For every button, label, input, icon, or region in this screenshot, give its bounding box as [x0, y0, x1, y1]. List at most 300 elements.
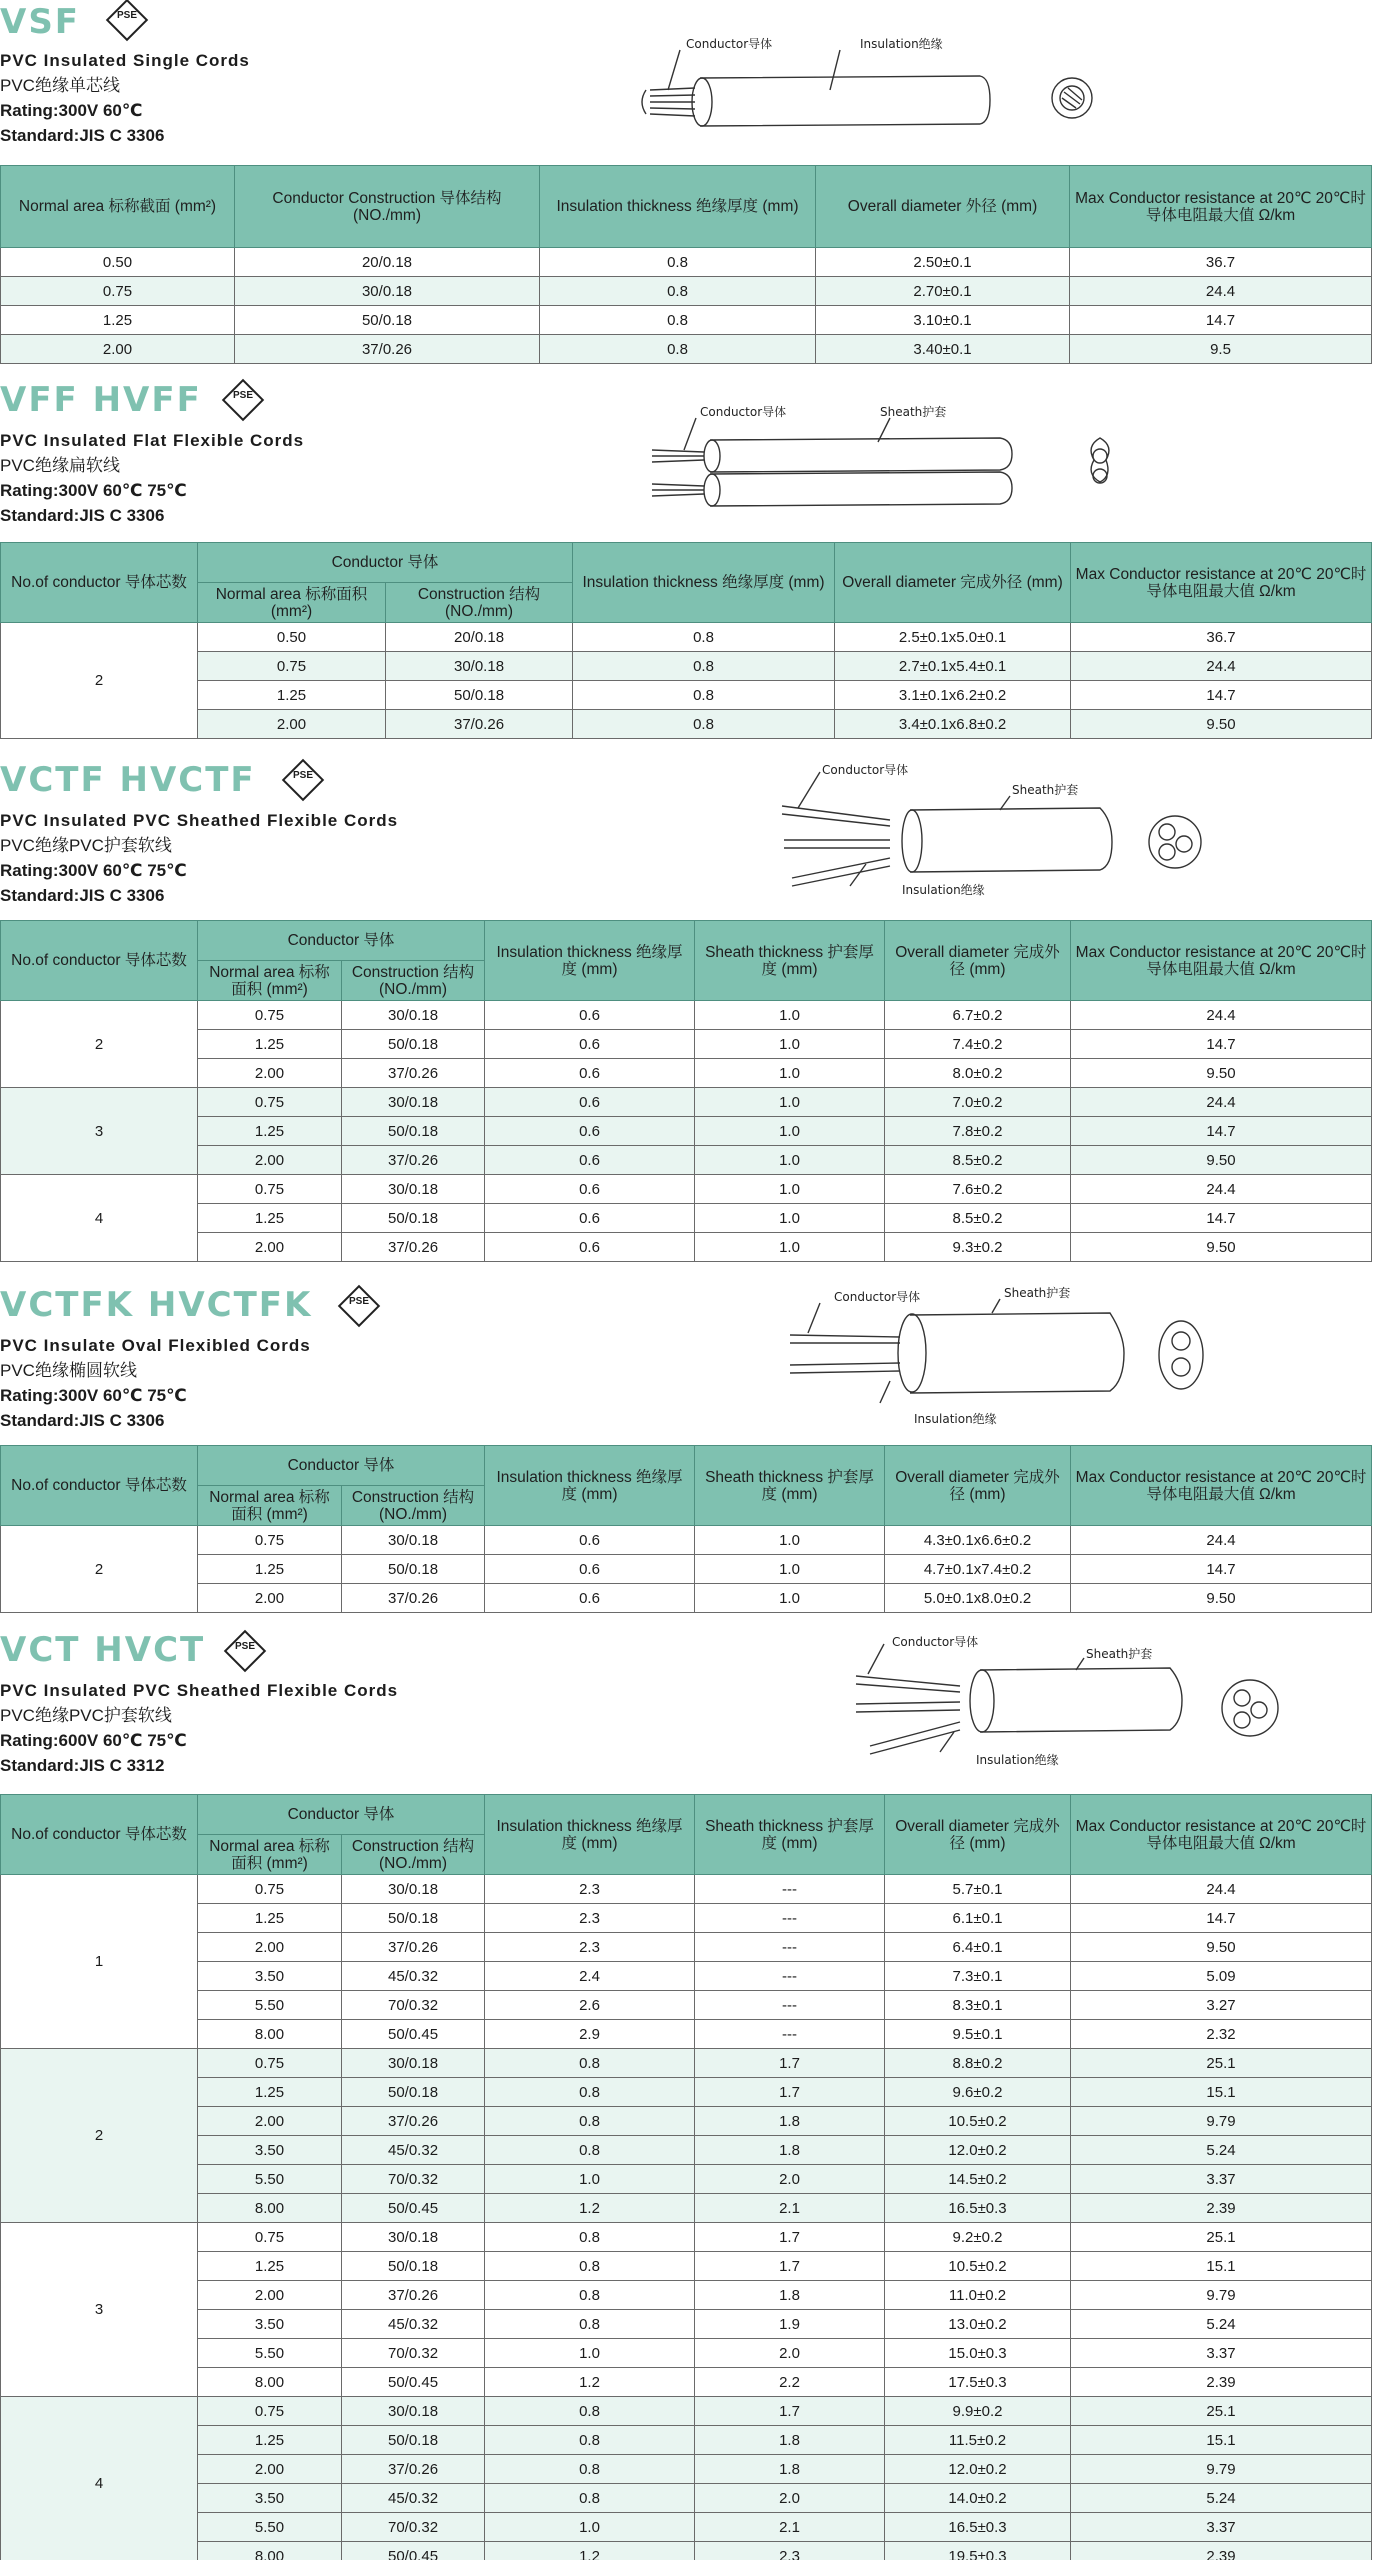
cell: 2.00 [198, 1933, 342, 1962]
diagram-label: Insulation绝缘 [902, 883, 985, 897]
cell: 13.0±0.2 [885, 2310, 1071, 2339]
column-header: Max Conductor resistance at 20℃ 20℃时导体电阻最大值 Ω/km [1071, 1795, 1372, 1875]
cable-diagram [770, 760, 1220, 900]
table-row [1, 1584, 1372, 1613]
cell: 5.50 [198, 1991, 342, 2020]
column-header: Sheath thickness 护套厚度 (mm) [695, 1446, 885, 1526]
column-header: Conductor 导体 [198, 1795, 485, 1835]
cell: 50/0.45 [342, 2194, 485, 2223]
diagram-label: Insulation绝缘 [914, 1412, 997, 1426]
rating: Rating:300V 60℃ [0, 101, 143, 120]
table-row [1, 1204, 1372, 1233]
cell: 2.0 [695, 2165, 885, 2194]
section-vff-hvff [0, 380, 1373, 740]
cell: 15.1 [1071, 2426, 1372, 2455]
section-vctf-hvctf [0, 760, 1373, 1260]
section-info [0, 808, 398, 908]
cell: 7.4±0.2 [885, 1030, 1071, 1059]
table-row [1, 1233, 1372, 1262]
cell: 9.6±0.2 [885, 2078, 1071, 2107]
cell: 14.5±0.2 [885, 2165, 1071, 2194]
cell: 50/0.18 [342, 1204, 485, 1233]
cell: 50/0.18 [342, 1555, 485, 1584]
cell: 50/0.45 [342, 2020, 485, 2049]
cell: 3.10±0.1 [816, 306, 1070, 335]
standard: Standard:JIS C 3306 [0, 506, 165, 525]
cell: 1.8 [695, 2136, 885, 2165]
cell: 45/0.32 [342, 1962, 485, 1991]
cell: 0.75 [198, 1175, 342, 1204]
cell: 1.0 [695, 1088, 885, 1117]
spec-table [0, 920, 1372, 1262]
cell: --- [695, 2020, 885, 2049]
cell: 0.8 [485, 2136, 695, 2165]
table-row [1, 2513, 1372, 2542]
cell: 0.8 [540, 306, 816, 335]
cell: 2.1 [695, 2513, 885, 2542]
cell: 1.0 [485, 2513, 695, 2542]
column-header: Conductor 导体 [198, 1446, 485, 1486]
spec-table [0, 542, 1372, 739]
cell: 0.50 [198, 623, 386, 652]
table-row [1, 2368, 1372, 2397]
table-row [1, 1991, 1372, 2020]
cell: 9.9±0.2 [885, 2397, 1071, 2426]
column-header: No.of conductor 导体芯数 [1, 1795, 198, 1875]
cell: 2.00 [198, 1584, 342, 1613]
cell: 15.1 [1071, 2078, 1372, 2107]
cell: 6.4±0.1 [885, 1933, 1071, 1962]
section-info [0, 1678, 398, 1778]
diagram-label: Conductor导体 [892, 1635, 979, 1649]
cell: 50/0.18 [235, 306, 540, 335]
cell: 25.1 [1071, 2223, 1372, 2252]
cell: 8.00 [198, 2542, 342, 2560]
column-header: No.of conductor 导体芯数 [1, 1446, 198, 1526]
section-info [0, 1333, 311, 1433]
column-header: Conductor 导体 [198, 543, 573, 583]
cell: 2.00 [198, 1146, 342, 1175]
cell: 0.8 [485, 2049, 695, 2078]
subtitle-en: PVC Insulated PVC Sheathed Flexible Cords [0, 811, 399, 830]
cell: 0.6 [485, 1555, 695, 1584]
cell: 1.0 [695, 1204, 885, 1233]
cell: 2.00 [198, 1059, 342, 1088]
cell: 16.5±0.3 [885, 2513, 1071, 2542]
cell: 37/0.26 [342, 1584, 485, 1613]
cell: 1.25 [198, 1204, 342, 1233]
cell: 9.79 [1071, 2107, 1372, 2136]
cell: 12.0±0.2 [885, 2455, 1071, 2484]
cell: 8.00 [198, 2020, 342, 2049]
cell: 0.8 [485, 2281, 695, 2310]
cell: 0.6 [485, 1204, 695, 1233]
core-count-cell: 4 [1, 1175, 198, 1262]
cell: 0.75 [198, 652, 386, 681]
table-row [1, 623, 1372, 652]
cell: 2.0 [695, 2484, 885, 2513]
cell: 3.50 [198, 2136, 342, 2165]
cell: 1.0 [695, 1030, 885, 1059]
cell: 1.9 [695, 2310, 885, 2339]
cell: 5.50 [198, 2165, 342, 2194]
cell: 50/0.18 [342, 1904, 485, 1933]
cell: 15.1 [1071, 2252, 1372, 2281]
cell: 1.0 [695, 1584, 885, 1613]
diagram-label: Sheath护套 [880, 405, 947, 419]
cell: 70/0.32 [342, 2513, 485, 2542]
table-row [1, 681, 1372, 710]
table-row [1, 2310, 1372, 2339]
column-header: Insulation thickness 绝缘厚度 (mm) [485, 921, 695, 1001]
table-row [1, 2542, 1372, 2560]
cell: 50/0.18 [342, 1117, 485, 1146]
cell: 2.32 [1071, 2020, 1372, 2049]
cell: 2.70±0.1 [816, 277, 1070, 306]
cell: 1.25 [198, 2252, 342, 2281]
diagram-label: Insulation绝缘 [976, 1753, 1059, 1767]
cell: 16.5±0.3 [885, 2194, 1071, 2223]
cell: 10.5±0.2 [885, 2252, 1071, 2281]
cell: 14.7 [1071, 1030, 1372, 1059]
diagram-label: Insulation绝缘 [860, 37, 943, 51]
cell: 1.2 [485, 2368, 695, 2397]
table-row [1, 1088, 1372, 1117]
cell: 1.0 [695, 1555, 885, 1584]
pse-mark-icon: PSE [282, 759, 324, 801]
table-row [1, 248, 1372, 277]
cell: 1.25 [198, 2426, 342, 2455]
cell: 7.3±0.1 [885, 1962, 1071, 1991]
cell: 24.4 [1071, 1001, 1372, 1030]
core-count-cell: 3 [1, 1088, 198, 1175]
table-row [1, 2484, 1372, 2513]
table-row [1, 2397, 1372, 2426]
table-row [1, 1526, 1372, 1555]
cell: 1.7 [695, 2078, 885, 2107]
cell: 0.8 [573, 652, 835, 681]
column-header: Normal area 标称面积 (mm²) [198, 1835, 342, 1875]
table-row [1, 2136, 1372, 2165]
cell: 9.50 [1071, 1146, 1372, 1175]
cell: 25.1 [1071, 2049, 1372, 2078]
spec-table [0, 165, 1372, 364]
cell: 1.0 [695, 1001, 885, 1030]
cell: 30/0.18 [342, 1001, 485, 1030]
cell: 0.8 [485, 2455, 695, 2484]
cell: 20/0.18 [386, 623, 573, 652]
column-header: Overall diameter 外径 (mm) [816, 166, 1070, 248]
cell: 37/0.26 [342, 2281, 485, 2310]
core-count-cell: 4 [1, 2397, 198, 2560]
table-row [1, 710, 1372, 739]
cell: 3.37 [1071, 2513, 1372, 2542]
cell: 45/0.32 [342, 2136, 485, 2165]
cell: 37/0.26 [235, 335, 540, 364]
cell: 9.50 [1071, 1233, 1372, 1262]
cell: 1.7 [695, 2397, 885, 2426]
rating: Rating:300V 60℃ 75℃ [0, 861, 187, 880]
cell: 37/0.26 [342, 1233, 485, 1262]
core-count-cell: 3 [1, 2223, 198, 2397]
column-header: Construction 结构 (NO./mm) [342, 961, 485, 1001]
cell: --- [695, 1904, 885, 1933]
cell: 2.00 [198, 1233, 342, 1262]
cell: 2.9 [485, 2020, 695, 2049]
core-count-cell: 2 [1, 1001, 198, 1088]
cell: 3.50 [198, 2484, 342, 2513]
subtitle-en: PVC Insulate Oval Flexibled Cords [0, 1336, 311, 1355]
subtitle-en: PVC Insulated PVC Sheathed Flexible Cords [0, 1681, 399, 1700]
column-header: Overall diameter 完成外径 (mm) [885, 1795, 1071, 1875]
cell: 37/0.26 [342, 2455, 485, 2484]
table-row [1, 1059, 1372, 1088]
cell: 20/0.18 [235, 248, 540, 277]
cell: 3.1±0.1x6.2±0.2 [835, 681, 1071, 710]
column-header: No.of conductor 导体芯数 [1, 921, 198, 1001]
cell: 2.4 [485, 1962, 695, 1991]
table-row [1, 277, 1372, 306]
cell: 25.1 [1071, 2397, 1372, 2426]
cell: 30/0.18 [342, 1526, 485, 1555]
rating: Rating:300V 60℃ 75℃ [0, 1386, 187, 1405]
cell: 2.50±0.1 [816, 248, 1070, 277]
cell: 2.2 [695, 2368, 885, 2397]
section-title: VCT HVCT [0, 1630, 206, 1670]
cell: 0.6 [485, 1088, 695, 1117]
cell: 9.50 [1071, 1059, 1372, 1088]
column-header: Insulation thickness 绝缘厚度 (mm) [573, 543, 835, 623]
table-row [1, 335, 1372, 364]
column-header: No.of conductor 导体芯数 [1, 543, 198, 623]
cell: 5.50 [198, 2513, 342, 2542]
diagram-label: Conductor导体 [834, 1290, 921, 1304]
cell: 2.39 [1071, 2194, 1372, 2223]
column-header: Sheath thickness 护套厚度 (mm) [695, 1795, 885, 1875]
cell: 5.0±0.1x8.0±0.2 [885, 1584, 1071, 1613]
section-title: VSF [0, 2, 81, 42]
cell: 19.5±0.3 [885, 2542, 1071, 2560]
cell: 1.25 [198, 1555, 342, 1584]
cell: 50/0.18 [342, 1030, 485, 1059]
cell: 8.5±0.2 [885, 1204, 1071, 1233]
cell: 70/0.32 [342, 1991, 485, 2020]
column-header: Insulation thickness 绝缘厚度 (mm) [540, 166, 816, 248]
cell: 30/0.18 [342, 2049, 485, 2078]
cell: 0.6 [485, 1175, 695, 1204]
cell: 4.7±0.1x7.4±0.2 [885, 1555, 1071, 1584]
cell: 1.25 [198, 1904, 342, 1933]
cell: 0.8 [573, 710, 835, 739]
cell: 2.0 [695, 2339, 885, 2368]
standard: Standard:JIS C 3306 [0, 886, 165, 905]
table-row [1, 1175, 1372, 1204]
cell: 0.8 [485, 2252, 695, 2281]
cell: 0.75 [198, 2223, 342, 2252]
column-header: Normal area 标称面积 (mm²) [198, 583, 386, 623]
cell: 7.8±0.2 [885, 1117, 1071, 1146]
table-row [1, 2252, 1372, 2281]
cell: 9.50 [1071, 1584, 1372, 1613]
cell: 24.4 [1071, 1526, 1372, 1555]
cell: 0.75 [198, 1001, 342, 1030]
cell: 3.50 [198, 2310, 342, 2339]
column-header: Overall diameter 完成外径 (mm) [885, 921, 1071, 1001]
cell: 2.00 [198, 2107, 342, 2136]
cell: 5.7±0.1 [885, 1875, 1071, 1904]
cell: 14.0±0.2 [885, 2484, 1071, 2513]
column-header: Max Conductor resistance at 20℃ 20℃时导体电阻最大值 Ω/km [1071, 1446, 1372, 1526]
table-row [1, 1030, 1372, 1059]
pse-mark-icon: PSE [106, 0, 148, 41]
table-row [1, 1962, 1372, 1991]
cell: 0.75 [198, 1526, 342, 1555]
cell: --- [695, 1933, 885, 1962]
cell: 8.00 [198, 2194, 342, 2223]
cell: 0.6 [485, 1117, 695, 1146]
cell: 7.6±0.2 [885, 1175, 1071, 1204]
cell: 6.7±0.2 [885, 1001, 1071, 1030]
cell: 2.3 [485, 1933, 695, 1962]
cable-diagram [780, 1285, 1220, 1435]
cell: 0.6 [485, 1001, 695, 1030]
cell: 3.27 [1071, 1991, 1372, 2020]
cell: 2.00 [198, 2455, 342, 2484]
cell: 14.7 [1071, 1555, 1372, 1584]
cell: 0.8 [540, 335, 816, 364]
cell: 3.40±0.1 [816, 335, 1070, 364]
cell: 30/0.18 [386, 652, 573, 681]
cell: 24.4 [1071, 1875, 1372, 1904]
cell: 2.5±0.1x5.0±0.1 [835, 623, 1071, 652]
table-row [1, 2281, 1372, 2310]
cell: 5.50 [198, 2339, 342, 2368]
cell: --- [695, 1962, 885, 1991]
cell: 0.8 [540, 277, 816, 306]
section-title: VCTFK HVCTFK [0, 1285, 313, 1325]
table-row [1, 1933, 1372, 1962]
column-header: Overall diameter 完成外径 (mm) [835, 543, 1071, 623]
cell: 1.0 [695, 1059, 885, 1088]
section-info [0, 48, 250, 148]
column-header: Insulation thickness 绝缘厚度 (mm) [485, 1446, 695, 1526]
cell: 50/0.18 [342, 2252, 485, 2281]
pse-mark-icon: PSE [224, 1630, 266, 1672]
table-row [1, 2194, 1372, 2223]
cell: 0.6 [485, 1584, 695, 1613]
core-count-cell: 2 [1, 623, 198, 739]
subtitle-cn: PVC绝缘椭圆软线 [0, 1361, 137, 1380]
cell: --- [695, 1875, 885, 1904]
cell: 3.50 [198, 1962, 342, 1991]
cell: 2.3 [695, 2542, 885, 2560]
subtitle-en: PVC Insulated Single Cords [0, 51, 250, 70]
subtitle-cn: PVC绝缘扁软线 [0, 456, 120, 475]
diagram-label: Sheath护套 [1086, 1647, 1153, 1661]
spec-table [0, 1794, 1372, 2560]
cell: 1.2 [485, 2194, 695, 2223]
table-row [1, 2339, 1372, 2368]
section-vctfk-hvctfk [0, 1285, 1373, 1625]
cell: 3.37 [1071, 2165, 1372, 2194]
cell: 0.6 [485, 1526, 695, 1555]
subtitle-en: PVC Insulated Flat Flexible Cords [0, 431, 305, 450]
cell: 3.37 [1071, 2339, 1372, 2368]
cell: 1.25 [1, 306, 235, 335]
cell: 11.5±0.2 [885, 2426, 1071, 2455]
table-row [1, 2049, 1372, 2078]
table-row [1, 2223, 1372, 2252]
cell: 1.8 [695, 2107, 885, 2136]
cell: 11.0±0.2 [885, 2281, 1071, 2310]
cell: 9.50 [1071, 710, 1372, 739]
cell: 9.5 [1070, 335, 1372, 364]
section-title: VCTF HVCTF [0, 760, 256, 800]
table-row [1, 1001, 1372, 1030]
diagram-label: Conductor导体 [822, 763, 909, 777]
cell: 0.8 [573, 681, 835, 710]
core-count-cell: 2 [1, 2049, 198, 2223]
column-header: Insulation thickness 绝缘厚度 (mm) [485, 1795, 695, 1875]
cell: 0.75 [198, 2397, 342, 2426]
cell: 30/0.18 [342, 2397, 485, 2426]
section-info [0, 428, 304, 528]
cell: 1.0 [485, 2339, 695, 2368]
table-row [1, 306, 1372, 335]
cell: 14.7 [1071, 1117, 1372, 1146]
cell: 14.7 [1070, 306, 1372, 335]
cell: 30/0.18 [342, 2223, 485, 2252]
pse-mark-icon: PSE [338, 1285, 380, 1327]
cell: 2.39 [1071, 2368, 1372, 2397]
cell: 5.24 [1071, 2136, 1372, 2165]
cell: 36.7 [1070, 248, 1372, 277]
cell: 50/0.45 [342, 2542, 485, 2560]
cell: 9.2±0.2 [885, 2223, 1071, 2252]
subtitle-cn: PVC绝缘PVC护套软线 [0, 1706, 172, 1725]
cell: 9.79 [1071, 2455, 1372, 2484]
column-header: Normal area 标称截面 (mm²) [1, 166, 235, 248]
subtitle-cn: PVC绝缘PVC护套软线 [0, 836, 172, 855]
cell: 1.25 [198, 681, 386, 710]
cell: 3.4±0.1x6.8±0.2 [835, 710, 1071, 739]
cell: 30/0.18 [342, 1175, 485, 1204]
table-row [1, 1146, 1372, 1175]
diagram-label: Conductor导体 [700, 405, 787, 419]
column-header: Max Conductor resistance at 20℃ 20℃时导体电阻最大值 Ω/km [1071, 921, 1372, 1001]
column-header: Conductor Construction 导体结构 (NO./mm) [235, 166, 540, 248]
table-row [1, 2107, 1372, 2136]
cell: 1.0 [695, 1117, 885, 1146]
column-header: Construction 结构 (NO./mm) [386, 583, 573, 623]
cell: 0.75 [198, 1875, 342, 1904]
cell: 1.2 [485, 2542, 695, 2560]
cell: 50/0.18 [386, 681, 573, 710]
cell: 5.09 [1071, 1962, 1372, 1991]
cell: 14.7 [1071, 1904, 1372, 1933]
cell: 14.7 [1071, 1204, 1372, 1233]
diagram-label: Sheath护套 [1012, 783, 1079, 797]
cell: 30/0.18 [342, 1088, 485, 1117]
cable-diagram [840, 1630, 1300, 1770]
cell: 30/0.18 [235, 277, 540, 306]
cell: 0.8 [485, 2310, 695, 2339]
pse-mark-icon: PSE [222, 379, 264, 421]
column-header: Construction 结构 (NO./mm) [342, 1835, 485, 1875]
cell: 37/0.26 [342, 1059, 485, 1088]
standard: Standard:JIS C 3306 [0, 126, 165, 145]
cell: 0.8 [485, 2397, 695, 2426]
